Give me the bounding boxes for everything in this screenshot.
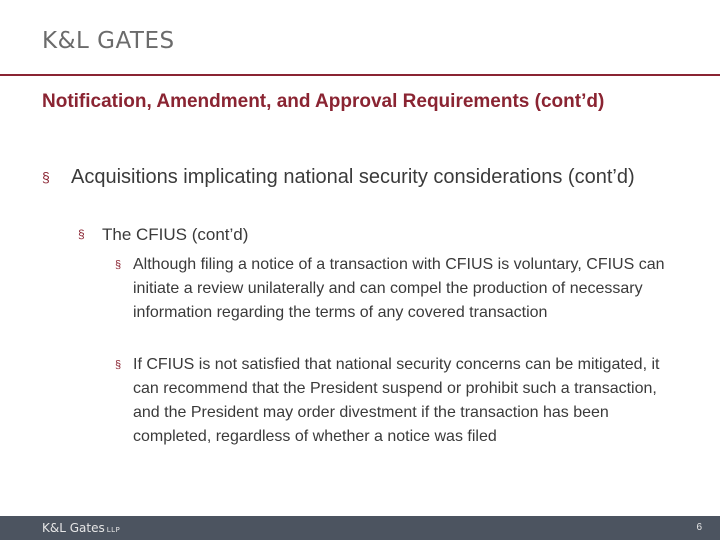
footer-bar — [0, 516, 720, 540]
bullet-level-1 — [42, 165, 682, 190]
footer-logo-text: K&L Gates — [42, 521, 105, 535]
bullet-level-2 — [78, 224, 678, 245]
bullet-text: Acquisitions implicating national security considerations (cont’d) — [71, 166, 635, 188]
footer-logo — [42, 520, 120, 538]
bullet-marker: § — [115, 359, 122, 371]
page-number: 6 — [696, 522, 702, 533]
header-divider — [0, 74, 720, 76]
bullet-marker: § — [78, 227, 85, 241]
bullet-marker: § — [42, 169, 50, 185]
bullet-text: Although filing a notice of a transaction with CFIUS is voluntary, CFIUS can initiate a review unilaterally and can compel the production of necessary information regarding the terms of any covered transaction — [133, 256, 665, 321]
slide-title: Notification, Amendment, and Approval Requirements (cont’d) — [42, 91, 605, 112]
bullet-marker: § — [115, 259, 122, 271]
bullet-text: If CFIUS is not satisfied that national security concerns can be mitigated, it can recommend that the President suspend or prohibit such a transaction, and the President may order divestment if the transaction has been completed, regardless of whether a notice was filed — [133, 356, 660, 445]
footer-logo-suffix: LLP — [106, 526, 121, 534]
bullet-text: The CFIUS (cont’d) — [102, 225, 249, 244]
bullet-level-3 — [115, 353, 685, 449]
kl-gates-logo: K&L GATES — [42, 28, 175, 54]
bullet-level-3 — [115, 253, 685, 325]
